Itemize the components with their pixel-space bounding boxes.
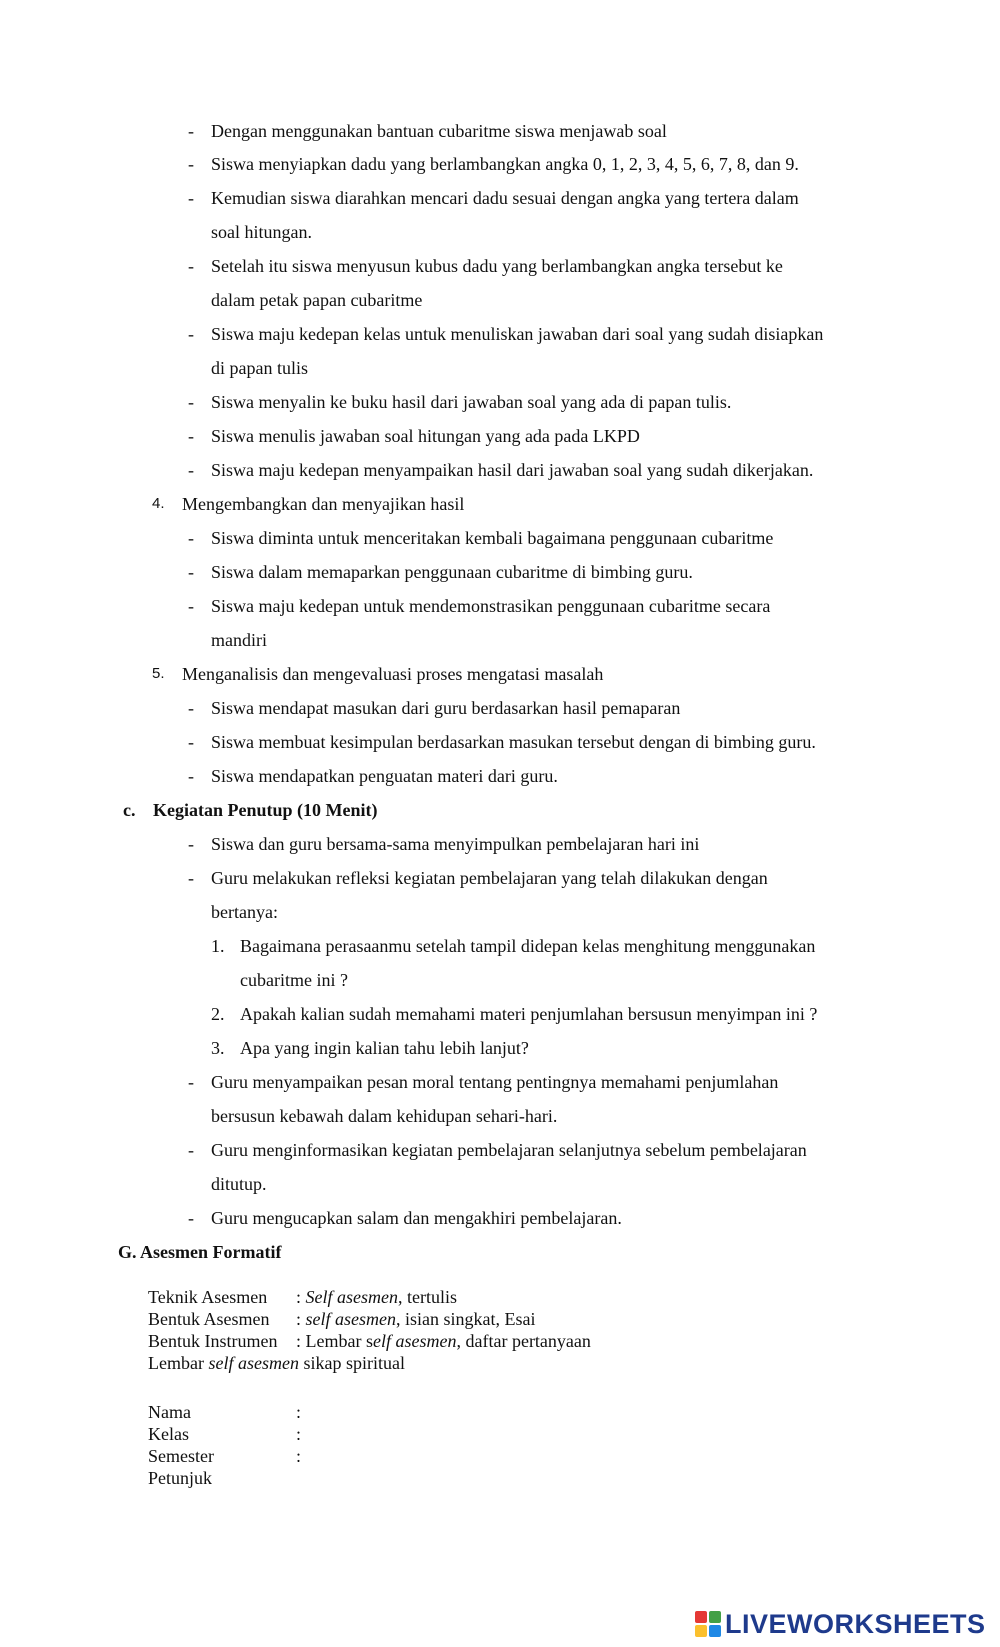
italic-term: Self asesmen — [305, 1287, 398, 1307]
form-field-nama — [148, 1401, 301, 1423]
bullet-dash: - — [188, 732, 194, 752]
list-item: Dengan menggunakan bantuan cubaritme siswa menjawab soal — [211, 121, 667, 141]
bullet-dash: - — [188, 154, 194, 174]
question-number: 2. — [211, 1004, 225, 1024]
bullet-dash: - — [188, 596, 194, 616]
list-item-continuation: bersusun kebawah dalam kehidupan sehari-hari. — [211, 1106, 558, 1126]
bullet-dash: - — [188, 766, 194, 786]
list-item: Siswa dalam memaparkan penggunaan cubaritme di bimbing guru. — [211, 562, 693, 582]
question-number: 1. — [211, 936, 225, 956]
bullet-dash: - — [188, 188, 194, 208]
field-value: Lembar — [148, 1353, 209, 1373]
bullet-dash: - — [188, 868, 194, 888]
list-item-continuation: bertanya: — [211, 902, 278, 922]
colon: : — [296, 1424, 302, 1444]
list-item: Guru menginformasikan kegiatan pembelajaran selanjutnya sebelum pembelajaran — [211, 1140, 807, 1160]
liveworksheets-logo[interactable] — [695, 1608, 986, 1640]
list-item: Setelah itu siswa menyusun kubus dadu yang berlambangkan angka tersebut ke — [211, 256, 783, 276]
question-text: Apakah kalian sudah memahami materi penjumlahan bersusun menyimpan ini ? — [240, 1004, 818, 1024]
section-title: G. Asesmen Formatif — [118, 1242, 282, 1262]
colon: : — [296, 1331, 302, 1351]
assessment-row-bentuk — [148, 1308, 535, 1330]
field-label: Teknik Asesmen — [148, 1287, 268, 1307]
list-item: Siswa diminta untuk menceritakan kembali bagaimana penggunaan cubaritme — [211, 528, 774, 548]
list-item: Siswa membuat kesimpulan berdasarkan masukan tersebut dengan di bimbing guru. — [211, 732, 816, 752]
field-value: Lembar s — [305, 1331, 373, 1351]
bullet-dash: - — [188, 426, 194, 446]
list-item: Siswa menulis jawaban soal hitungan yang ada pada LKPD — [211, 426, 640, 446]
form-field-petunjuk — [148, 1467, 212, 1489]
list-item-continuation: ditutup. — [211, 1174, 267, 1194]
italic-term: self asesmen — [208, 1353, 299, 1373]
form-field-semester — [148, 1445, 301, 1467]
list-item: Siswa menyiapkan dadu yang berlambangkan angka 0, 1, 2, 3, 4, 5, 6, 7, 8, dan 9. — [211, 154, 799, 174]
field-value: , isian singkat, Esai — [396, 1309, 536, 1329]
field-value: sikap spiritual — [298, 1353, 405, 1373]
list-item: Siswa mendapatkan penguatan materi dari guru. — [211, 766, 558, 786]
list-item: Siswa dan guru bersama-sama menyimpulkan pembelajaran hari ini — [211, 834, 700, 854]
list-item-continuation: dalam petak papan cubaritme — [211, 290, 423, 310]
bullet-dash: - — [188, 392, 194, 412]
step-title: Mengembangkan dan menyajikan hasil — [182, 494, 465, 514]
field-label: Kelas — [148, 1424, 189, 1444]
question-continuation: cubaritme ini ? — [240, 970, 348, 990]
step-title: Menganalisis dan mengevaluasi proses mengatasi masalah — [182, 664, 604, 684]
field-label: Petunjuk — [148, 1468, 213, 1488]
field-label: Bentuk Asesmen — [148, 1309, 270, 1329]
section-letter: c. — [123, 800, 136, 820]
list-item: Guru melakukan refleksi kegiatan pembelajaran yang telah dilakukan dengan — [211, 868, 768, 888]
italic-term: self asesmen — [305, 1309, 396, 1329]
list-item-continuation: soal hitungan. — [211, 222, 312, 242]
section-title: Kegiatan Penutup (10 Menit) — [153, 800, 378, 820]
assessment-row-instrumen — [148, 1330, 591, 1352]
colon: : — [296, 1402, 302, 1422]
field-label: Nama — [148, 1402, 191, 1422]
list-item: Kemudian siswa diarahkan mencari dadu sesuai dengan angka yang tertera dalam — [211, 188, 799, 208]
list-item: Guru menyampaikan pesan moral tentang pentingnya memahami penjumlahan — [211, 1072, 779, 1092]
question-text: Apa yang ingin kalian tahu lebih lanjut? — [240, 1038, 529, 1058]
field-label: Bentuk Instrumen — [148, 1331, 278, 1351]
bullet-dash: - — [188, 460, 194, 480]
colon: : — [296, 1287, 302, 1307]
bullet-dash: - — [188, 1140, 194, 1160]
list-item-continuation: mandiri — [211, 630, 267, 650]
list-item-continuation: di papan tulis — [211, 358, 308, 378]
bullet-dash: - — [188, 528, 194, 548]
form-field-kelas — [148, 1423, 301, 1445]
brand-name: LIVEWORKSHEETS — [725, 1608, 986, 1639]
list-item: Siswa menyalin ke buku hasil dari jawaban soal yang ada di papan tulis. — [211, 392, 732, 412]
question-text: Bagaimana perasaanmu setelah tampil didepan kelas menghitung menggunakan — [240, 936, 816, 956]
field-value: , daftar pertanyaan — [456, 1331, 591, 1351]
field-label: Semester — [148, 1446, 214, 1466]
colon: : — [296, 1446, 302, 1466]
liveworksheets-logo-icon — [695, 1611, 721, 1637]
bullet-dash: - — [188, 324, 194, 344]
list-item: Siswa maju kedepan menyampaikan hasil dari jawaban soal yang sudah dikerjakan. — [211, 460, 814, 480]
italic-term: elf asesmen — [373, 1331, 457, 1351]
bullet-dash: - — [188, 698, 194, 718]
colon: : — [296, 1309, 302, 1329]
field-value: , tertulis — [398, 1287, 457, 1307]
step-number: 4. — [152, 495, 165, 512]
bullet-dash: - — [188, 834, 194, 854]
bullet-dash: - — [188, 256, 194, 276]
bullet-dash: - — [188, 562, 194, 582]
bullet-dash: - — [188, 1072, 194, 1092]
list-item: Siswa maju kedepan kelas untuk menuliskan jawaban dari soal yang sudah disiapkan — [211, 324, 824, 344]
list-item: Guru mengucapkan salam dan mengakhiri pembelajaran. — [211, 1208, 622, 1228]
assessment-row-lembar — [148, 1352, 405, 1374]
step-number: 5. — [152, 665, 165, 682]
assessment-row-teknik — [148, 1286, 457, 1308]
question-number: 3. — [211, 1038, 225, 1058]
bullet-dash: - — [188, 1208, 194, 1228]
list-item: Siswa mendapat masukan dari guru berdasarkan hasil pemaparan — [211, 698, 681, 718]
bullet-dash: - — [188, 121, 194, 141]
list-item: Siswa maju kedepan untuk mendemonstrasikan penggunaan cubaritme secara — [211, 596, 771, 616]
